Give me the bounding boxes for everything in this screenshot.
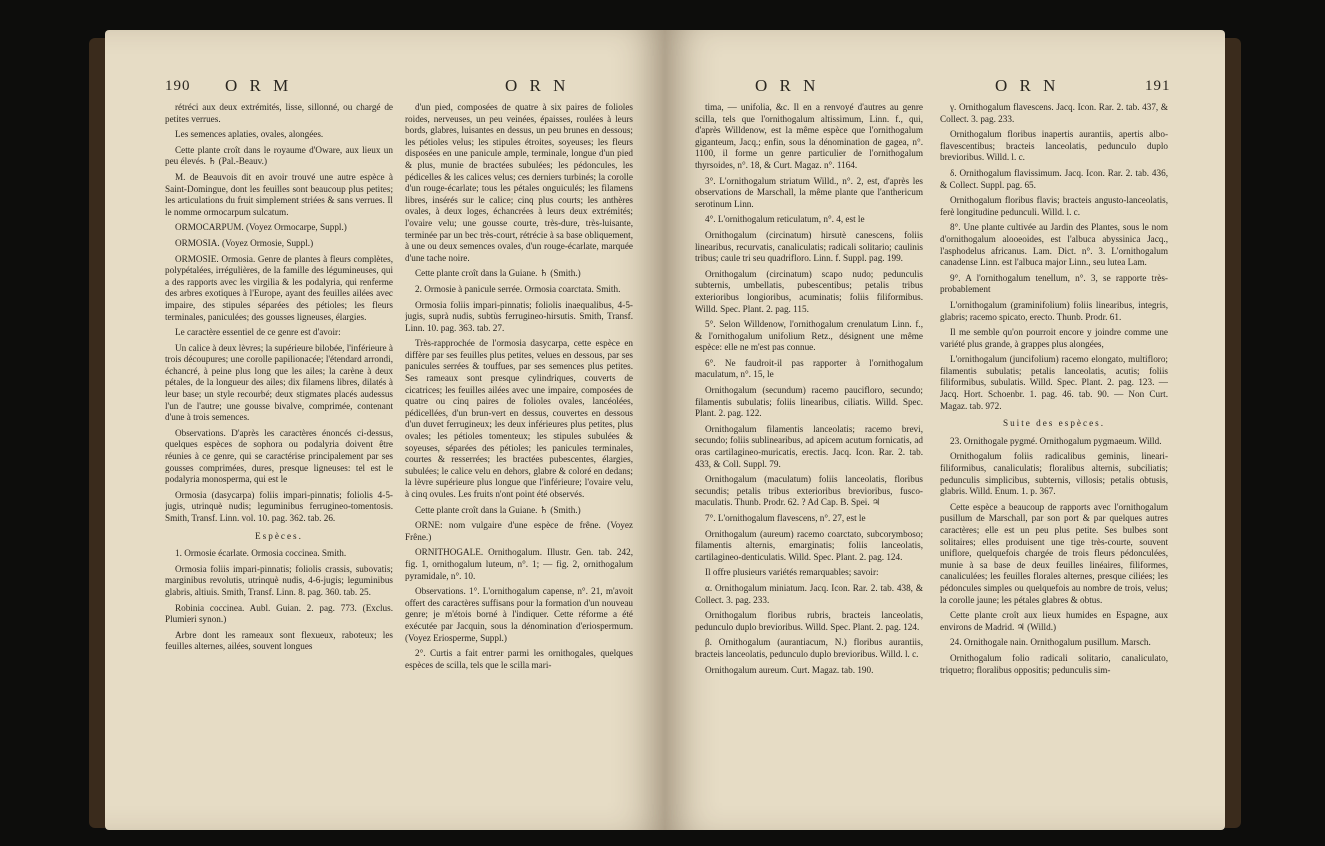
paragraph: Ornithogalum aureum. Curt. Magaz. tab. 190.	[705, 664, 874, 675]
paragraph: Ornithogalum (aureum) racemo coarctato, subcorymboso; filamentis alternis, emarginatis; foliis lanceolatis, cartilagineo-denticulatis. Willd. Spec. Plant. 2. pag. 124.	[695, 528, 923, 562]
paragraph: Ormosia (dasycarpa) foliis impari-pinnatis; foliolis 4-5-jugis, utrinquè nudis; leguminibus ferrugineo-tomentosis. Smith, Transf. Linn. vol. 10. pag. 362. tab. 26.	[165, 489, 393, 523]
paragraph: L'ornithogalum (graminifolium) foliis linearibus, integris, glabris; racemo spicato, erecto. Thunb. Prodr. 61.	[940, 299, 1168, 322]
paragraph: Suite des espèces.	[1002, 418, 1106, 429]
page-number-right: 191	[1145, 78, 1171, 94]
paragraph: Ormosia foliis impari-pinnatis; foliolis inaequalibus, 4-5-jugis, suprà nudis, subtùs ferrugineo-hirsutis. Smith, Transf. Linn. 10. pag. 363. tab. 27.	[405, 299, 633, 333]
paragraph: Observations. D'après les caractères énoncés ci-dessus, quelques espèces de sophora ou podalyria doivent être réunies à ce genre, qui se caractérise principalement par ses gousses comprimées, dures, presque ligneuses: tel est le podalyria monosperma, qui est le	[165, 427, 393, 485]
paragraph: Ormosia foliis impari-pinnatis; foliolis crassis, subovatis; marginibus revolutis, utrinquè nudis, 4-6-jugis; leguminibus glabris, altiuis. Smith, Transf. Linn. 8. pag. 360. tab. 25.	[165, 563, 393, 597]
paragraph: γ. Ornithogalum flavescens. Jacq. Icon. Rar. 2. tab. 437, & Collect. 3. pag. 233.	[940, 102, 1168, 124]
paragraph: Ornithogalum (secundum) racemo paucifloro, secundo; filamentis subulatis; foliis linearibus, ciliatis. Willd. Spec. Plant. 2. pag. 122.	[695, 385, 923, 419]
paragraph: 2°. Curtis a fait entrer parmi les ornithogales, quelques espèces de scilla, tels que le scilla mari-	[405, 648, 633, 670]
paragraph: ORMOSIE. Ormosia. Genre de plantes à fleurs complètes, polypétalées, irrégulières, de la famille des légumineuses, qui a des rapports avec les virgilia & les podalyria, qui renferme des arbres exotiques à l'Europe, ayant des feuilles ailées avec impaire, des stipules séparées des pétioles; les fleurs terminales, paniculées; des gousses ligneuses, élargies.	[165, 253, 393, 322]
paragraph: d'un pied, composées de quatre à six paires de folioles roides, nerveuses, un peu veinées, épaisses, roulées à leurs bords, glabres, luisantes en dessus, un peu brunes en dessous; les pétioles velus; les stipules étroites, soyeuses; les fleurs disposées en une panicule ample, terminale, longue d'un pied & plus, munie de bractées subulées; les pédoncules, les pédicelles & les calices velus; ces derniers turbinés; la corolle d'un rouge-écarlate; tous les pétales onguiculés; les filamens libres, insérés sur le calice; cinq plus courts; les anthères ovales, à deux loges, échancrées à leurs deux extrémités; l'ovaire velu; une gousse courte, très-dure, très-luisante, terminée par un bec très-court, rétrécie à sa base obliquement, à une ou deux semences ovales, d'un rouge-écarlate, marquée d'une tache noire.	[405, 102, 633, 263]
paragraph: Il offre plusieurs variétés remarquables; savoir:	[705, 567, 879, 578]
paragraph: Espèces.	[255, 530, 303, 541]
paragraph: 23. Ornithogale pygmé. Ornithogalum pygmaeum. Willd.	[950, 435, 1162, 446]
paragraph: 6°. Ne faudroit-il pas rapporter à l'ornithogalum maculatum, n°. 15, le	[695, 357, 923, 380]
paragraph: 24. Ornithogale nain. Ornithogalum pusillum. Marsch.	[950, 637, 1151, 648]
paragraph: ORMOSIA. (Voyez Ormosie, Suppl.)	[175, 237, 314, 248]
right-page	[665, 30, 1225, 830]
paragraph: rétréci aux deux extrémités, lisse, sillonné, ou chargé de petites verrues.	[165, 102, 393, 124]
left-page-column-2	[405, 102, 633, 802]
paragraph: ORMOCARPUM. (Voyez Ormocarpe, Suppl.)	[175, 222, 347, 233]
paragraph: Observations. 1°. L'ornithogalum capense, n°. 21, m'avoit offert des caractères suffisans pour la formation d'un nouveau genre; je m'étois borné à l'indiquer. Cette réforme a été exécutée par Jacquin, sous la dénomination d'eriospermum. (Voyez Eriosperme, Suppl.)	[405, 586, 633, 643]
paragraph: ORNE: nom vulgaire d'une espèce de frêne. (Voyez Frêne.)	[405, 520, 633, 542]
right-page-column-1	[695, 102, 923, 802]
paragraph: Ornithogalum foliis radicalibus geminis, lineari-filiformibus, canaliculatis; floralibus alternis, subciliatis; pedunculis simplicibus, subternis, villosis; petalis obtusis, glabris. Willd. Enum. 1. p. 367.	[940, 451, 1168, 497]
header-right-col2: O R N	[995, 76, 1060, 95]
paragraph: 5°. Selon Willdenow, l'ornithogalum crenulatum Linn. f., & l'ornithogalum unifolium Retz., désignent une même espèce: elle ne m'est pas connue.	[695, 319, 923, 353]
paragraph: Cette plante croît dans la Guiane. ♄ (Smith.)	[415, 268, 581, 279]
paragraph: α. Ornithogalum miniatum. Jacq. Icon. Rar. 2. tab. 438, & Collect. 3. pag. 233.	[695, 582, 923, 605]
paragraph: Un calice à deux lèvres; la supérieure bilobée, l'inférieure à trois découpures; une corolle papilionacée; l'étendard arrondi, échancré, à peine plus long que les ailes; la carène à deux pétales, de la longueur des ailes; dix filamens libres, dilatés à leur base; un style recourbé; deux stigmates placés audessus l'un de l'autre; une gousse bivalve, comprimée, contenant d'une à trois semences.	[165, 342, 393, 423]
paragraph: 9°. A l'ornithogalum tenellum, n°. 3, se rapporte très-probablement	[940, 272, 1168, 295]
paragraph: Cette plante croît dans le royaume d'Oware, aux lieux un peu élevés. ♄ (Pal.-Beauv.)	[165, 144, 393, 167]
header-left-col2: O R N	[505, 76, 570, 95]
paragraph: Ornithogalum floribus rubris, bracteis lanceolatis, pedunculo duplo brevioribus. Willd. Spec. Plant. 2. pag. 124.	[695, 610, 923, 632]
paragraph: Robinia coccinea. Aubl. Guian. 2. pag. 773. (Exclus. Plumieri synon.)	[165, 602, 393, 625]
paragraph: Arbre dont les rameaux sont flexueux, raboteux; les feuilles alternes, ailées, souvent longues	[165, 629, 393, 652]
paragraph: Cette espèce a beaucoup de rapports avec l'ornithogalum pusillum de Marschall, par son port & par quelques autres caractères; elle est un peu plus petite. Ses bulbes sont solitaires; elles produisent une tige très-courte, souvent uniflore, quelquefois chargée de trois fleurs pédonculées, munie à sa base de deux feuilles linéaires, filiformes, canaliculées; les feuilles florales alternes, presque ciliées; les pédoncules simples ou quelquefois au nombre de trois, velus; la corolle jaune; les pétales glabres & obtus.	[940, 501, 1168, 605]
paragraph: 8°. Une plante cultivée au Jardin des Plantes, sous le nom d'ornithogalum alooeoides, est l'albuca abyssinica Jacq., l'asphodelus africanus. Lam. Dict. n°. 3. L'ornithogalum canadense Linn. est l'albuca major Linn., seu lutea Lam.	[940, 222, 1168, 268]
paragraph: 3°. L'ornithogalum striatum Willd., n°. 2, est, d'après les observations de Marschall, la même plante que l'anthericum serotinum Linn.	[695, 175, 923, 209]
paragraph: 4°. L'ornithogalum reticulatum, n°. 4, est le	[705, 214, 865, 225]
paragraph: tima, — unifolia, &c. Il en a renvoyé d'autres au genre scilla, tels que l'ornithogalum altissimum, Linn. f., qui, d'après Willdenow, est la même espèce que l'ornithogalum giganteum, Jacq.; enfin, sous la dénomination de gagea, n°. 1100, il forme un genre particulier de l'ornithogalum thyrsoides, n°. 18, & Curt. Magaz. n°. 1164.	[695, 102, 923, 170]
header-right-col1: O R N	[755, 76, 820, 95]
paragraph: Ornithogalum (circinatum) hirsutè canescens, foliis linearibus, recurvatis, canaliculatis; radicali solitario; caulinis tribus; caule tri seu quadrifloro. Linn. f. Suppl. pag. 199.	[695, 229, 923, 264]
paragraph: Ornithogalum floribus flavis; bracteis angusto-lanceolatis, ferè longitudine pedunculi. Willd. l. c.	[940, 195, 1168, 217]
paragraph: Ornithogalum floribus inapertis aurantiis, apertis albo-flavescentibus; bracteis lanceolatis, pedunculo duplo brevioribus. Willd. l. c.	[940, 129, 1168, 163]
left-page-column-1	[165, 102, 393, 802]
page-number-left: 190	[165, 78, 191, 94]
header-left-col1: O R M	[225, 76, 293, 95]
paragraph: L'ornithogalum (juncifolium) racemo elongato, multifloro; filamentis subulatis; petalis lanceolatis, acutis; foliis filiformibus, subulatis. Willd. Spec. Plant. 2. pag. 123. — Jacq. Hort. Schoenbr. 1. pag. 46. tab. 90. — Non Curt. Magaz. tab. 972.	[940, 354, 1168, 411]
paragraph: Ornithogalum filamentis lanceolatis; racemo brevi, secundo; foliis sublinearibus, ad apicem acutum fornicatis, ad oras cartilagineo-muricatis, erectis. Jacq. Icon. Rar. 2. tab. 433, & Coll. Suppl. 79.	[695, 423, 923, 469]
paragraph: ORNITHOGALE. Ornithogalum. Illustr. Gen. tab. 242, fig. 1, ornithogalum luteum, n°. 1; — fig. 2, ornithogalum pyramidale, n°. 10.	[405, 547, 633, 581]
paragraph: Cette plante croît dans la Guiane. ♄ (Smith.)	[415, 504, 581, 515]
paragraph: 7°. L'ornithogalum flavescens, n°. 27, est le	[705, 513, 866, 523]
right-page-column-2	[940, 102, 1168, 802]
book	[95, 30, 1235, 830]
paragraph: β. Ornithogalum (aurantiacum, N.) floribus aurantiis, bracteis lanceolatis, pedunculo duplo brevioribus. Willd. l. c.	[695, 637, 923, 659]
paragraph: Le caractère essentiel de ce genre est d'avoir:	[175, 327, 341, 338]
paragraph: Cette plante croît aux lieux humides en Espagne, aux environs de Madrid. ♃ (Willd.)	[940, 610, 1168, 632]
paragraph: Très-rapprochée de l'ormosia dasycarpa, cette espèce en diffère par ses feuilles plus petites, velues en dessous, par ses panicules serrées & touffues, par ses semences plus petites. Ses rameaux sont presque cylindriques, couverts de cicatrices; les feuilles ailées avec une impaire, composées de quatre ou cinq paires de folioles ovales, lancéolées, pédicellées, d'un brun-vert en dessus, couvertes en dessous d'un duvet ferrugineux; les deux inférieures plus petites, plus ovales; les pétioles tomenteux; les stipules subulées & soyeuses, séparées des pétioles; les panicules terminales, courtes & resserrées; les bractées pubescentes, élargies, subulées; le calice velu en dehors, glabre & coloré en dedans; la lèvre supérieure plus longue que l'inférieure; l'ovaire velu, à cinq ovules. Les fruits n'ont point été observés.	[405, 338, 633, 499]
paragraph: Ornithogalum (maculatum) foliis lanceolatis, floribus secundis; petalis tribus exterioribus brevioribus, fusco-maculatis. Thunb. Prodr. 62. ? Ad Cap. B. Spei. ♃	[695, 474, 923, 508]
paragraph: Ornithogalum folio radicali solitario, canaliculato, triquetro; floralibus oppositis; pedunculis sim-	[940, 652, 1168, 675]
paragraph: Il me semble qu'on pourroit encore y joindre comme une variété plus grande, à grappes plus alongées,	[940, 327, 1168, 349]
paragraph: Les semences aplaties, ovales, alongées.	[175, 129, 324, 140]
paragraph: 2. Ormosie à panicule serrée. Ormosia coarctata. Smith.	[415, 283, 621, 294]
paragraph: M. de Beauvois dit en avoir trouvé une autre espèce à Saint-Domingue, dont les feuilles sont beaucoup plus petites; les articulations du fruit simplement striées & sans verrues. Il le nomme ormocarpum sulcatum.	[165, 171, 393, 217]
paragraph: 1. Ormosie écarlate. Ormosia coccinea. Smith.	[175, 548, 347, 559]
paragraph: Ornithogalum (circinatum) scapo nudo; pedunculis subternis, umbellatis, pubescentibus; petalis tribus exterioribus longioribus, acuminatis; foliis filiformibus. Willd. Spec. Plant. 2. pag. 115.	[695, 268, 923, 314]
left-page	[105, 30, 665, 830]
paragraph: δ. Ornithogalum flavissimum. Jacq. Icon. Rar. 2. tab. 436, & Collect. Suppl. pag. 65.	[940, 167, 1168, 190]
